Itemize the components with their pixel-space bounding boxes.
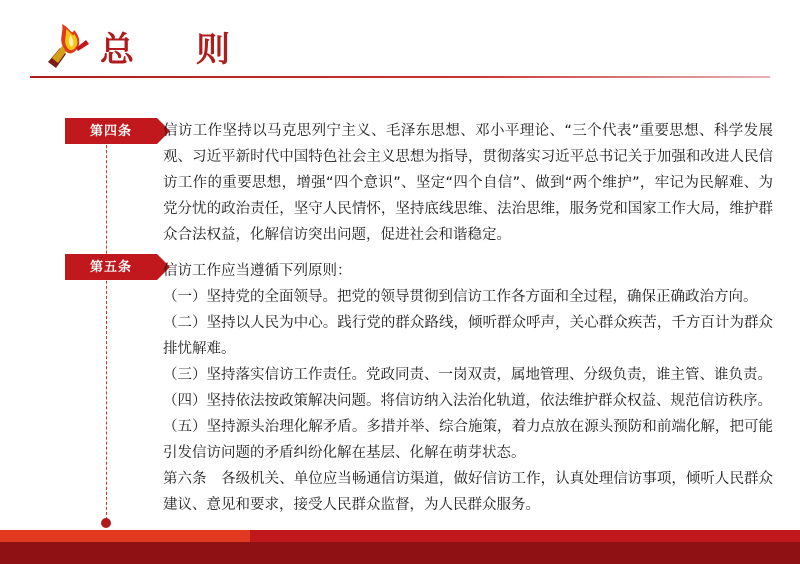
page-header [0, 0, 800, 88]
article-5-item-1: （一）坚持党的全面领导。把党的领导贯彻到信访工作各方面和全过程，确保正确政治方向。 [163, 289, 758, 305]
article-tag-5: 第五条 [65, 254, 157, 280]
article-4-body [163, 118, 773, 248]
footer-bar-accent [0, 530, 250, 542]
timeline-end-dot-icon [101, 518, 111, 528]
article-6-body: 第六条 各级机关、单位应当畅通信访渠道，做好信访工作，认真处理信访事项，倾听人民群众建议、意见和要求，接受人民群众监督，为人民群众服务。 [163, 471, 773, 513]
footer-bar-secondary [0, 542, 800, 564]
header-divider [30, 76, 770, 78]
article-5-item-4: （四）坚持依法按政策解决问题。将信访纳入法治化轨道，依法维护群众权益、规范信访秩序。 [163, 393, 772, 409]
article-tag-4: 第四条 [65, 118, 157, 144]
article-5-item-2: （二）坚持以人民为中心。践行党的群众路线，倾听群众呼声，关心群众疾苦，千方百计为群众排忧解难。 [163, 315, 773, 357]
page-title: 总 则 [100, 30, 244, 70]
article-5-item-3: （三）坚持落实信访工作责任。党政同责、一岗双责，属地管理、分级负责，谁主管、谁负责。 [163, 367, 772, 383]
article-5-body [163, 258, 773, 518]
article-5-intro: 信访工作应当遵循下列原则： [163, 263, 352, 279]
timeline-dashed-line [106, 120, 107, 525]
torch-flame-icon [40, 18, 92, 70]
article-5-item-5: （五）坚持源头治理化解矛盾。多措并举、综合施策，着力点放在源头预防和前端化解，把可能引发信访问题的矛盾纠纷化解在基层、化解在萌芽状态。 [163, 419, 773, 461]
article-4-paragraph: 信访工作坚持以马克思列宁主义、毛泽东思想、邓小平理论、“三个代表”重要思想、科学发展观、习近平新时代中国特色社会主义思想为指导，贯彻落实习近平总书记关于加强和改进人民信访工作的重要思想，增强“四个意识”、坚定“四个自信”、做到“两个维护”，牢记为民解难、为党分忧的政治责任，坚守人民情怀，坚持底线思维、法治思维，服务党和国家工作大局，维护群众合法权益，化解信访突出问题，促进社会和谐稳定。 [163, 123, 773, 243]
